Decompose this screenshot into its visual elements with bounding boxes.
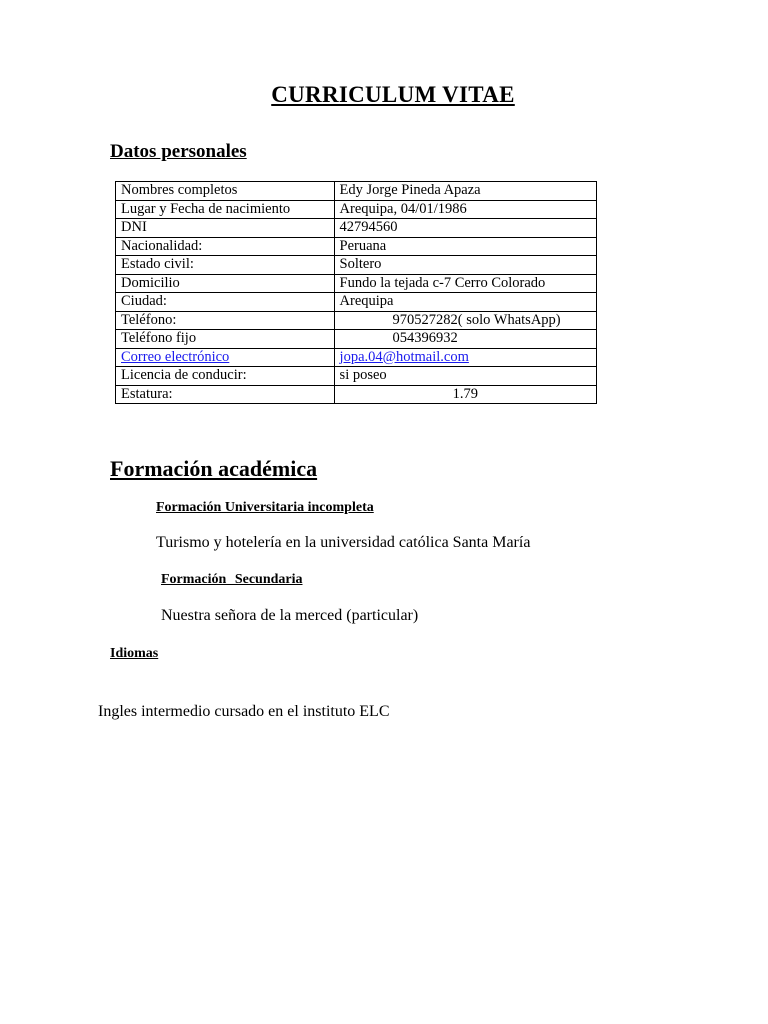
table-row [116, 367, 597, 386]
row-label: DNI [116, 219, 335, 238]
row-value: Arequipa, 04/01/1986 [334, 200, 596, 219]
row-label: Estado civil: [116, 256, 335, 275]
row-value: Edy Jorge Pineda Apaza [334, 182, 596, 201]
page-title: CURRICULUM VITAE [271, 82, 515, 107]
section-heading-education: Formación académica [110, 456, 318, 481]
row-label: Licencia de conducir: [116, 367, 335, 386]
table-row [116, 237, 597, 256]
table-row [116, 385, 597, 404]
row-value: 970527282( solo WhatsApp) [334, 311, 596, 330]
row-value: Peruana [334, 237, 596, 256]
university-heading: Formación Universitaria incompleta [156, 500, 374, 515]
university-text: Turismo y hotelería en la universidad católica Santa María [156, 534, 531, 551]
secondary-text: Nuestra señora de la merced (particular) [161, 607, 419, 624]
table-row [116, 330, 597, 349]
table-row [116, 219, 597, 238]
row-label: Domicilio [116, 274, 335, 293]
row-value: 1.79 [334, 385, 596, 404]
personal-data-table [115, 181, 597, 404]
row-value: Arequipa [334, 293, 596, 312]
table-row [116, 293, 597, 312]
table-row [116, 256, 597, 275]
languages-text: Ingles intermedio cursado en el instituto ELC [98, 703, 390, 720]
row-label: Nacionalidad: [116, 237, 335, 256]
row-value: si poseo [334, 367, 596, 386]
row-label: Teléfono: [116, 311, 335, 330]
table-row [116, 311, 597, 330]
email-label-link[interactable]: Correo electrónico [121, 348, 230, 365]
email-link[interactable]: jopa.04@hotmail.com [339, 348, 469, 365]
row-label: Estatura: [116, 385, 335, 404]
table-row [116, 274, 597, 293]
row-label-cell [116, 348, 335, 367]
row-value: Soltero [334, 256, 596, 275]
row-label: Teléfono fijo [116, 330, 335, 349]
row-value: 054396932 [334, 330, 596, 349]
secondary-heading: Formación Secundaria [161, 572, 303, 587]
row-value-cell [334, 348, 596, 367]
table-row [116, 200, 597, 219]
row-label: Ciudad: [116, 293, 335, 312]
table-row [116, 348, 597, 367]
row-value: Fundo la tejada c-7 Cerro Colorado [334, 274, 596, 293]
row-value: 42794560 [334, 219, 596, 238]
row-label: Lugar y Fecha de nacimiento [116, 200, 335, 219]
section-heading-personal: Datos personales [110, 141, 247, 162]
table-row [116, 182, 597, 201]
row-label: Nombres completos [116, 182, 335, 201]
section-heading-languages: Idiomas [110, 646, 159, 661]
